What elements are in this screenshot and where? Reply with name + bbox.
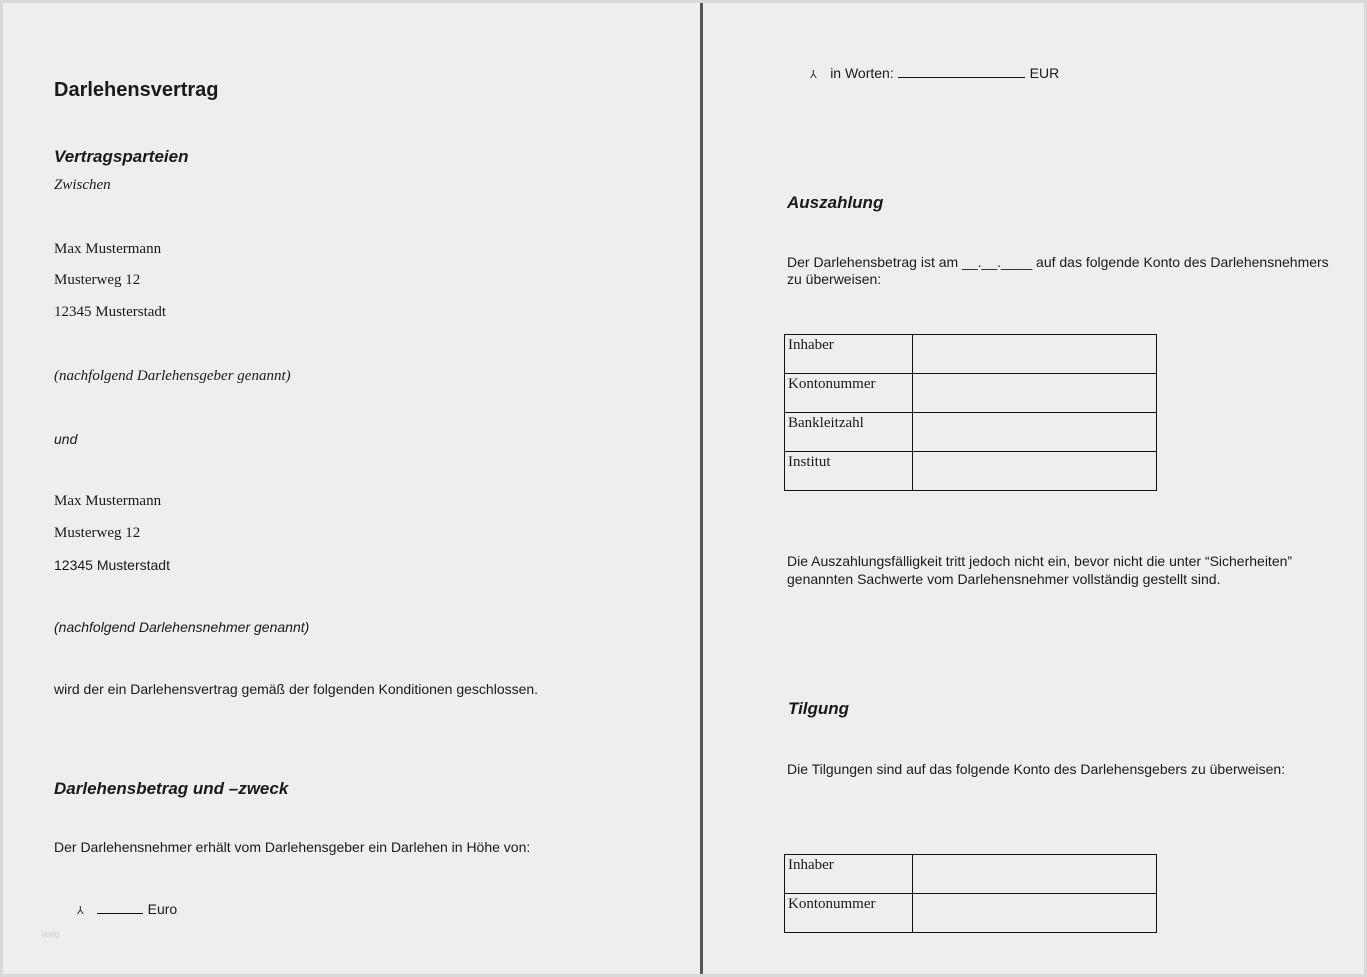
- watermark: Vorlg: [41, 930, 60, 939]
- table-label: Kontonummer: [785, 374, 913, 413]
- bullet-icon: ⅄: [810, 69, 817, 81]
- borrower-role-note: (nachfolgend Darlehensnehmer genannt): [54, 619, 310, 635]
- amount-words-unit: EUR: [1029, 65, 1060, 81]
- lender-name: Max Mustermann: [54, 241, 162, 257]
- page-divider: [700, 3, 703, 974]
- lender-street: Musterweg 12: [54, 272, 141, 288]
- payout-account-table: [784, 334, 1157, 491]
- borrower-street: Musterweg 12: [54, 525, 141, 541]
- table-value-field[interactable]: [913, 413, 1157, 452]
- amount-text: Der Darlehensnehmer erhält vom Darlehensgeber ein Darlehen in Höhe von:: [54, 839, 531, 855]
- borrower-name: Max Mustermann: [54, 493, 162, 509]
- parties-connector: und: [54, 431, 78, 447]
- repayment-account-table: [784, 854, 1157, 933]
- table-value-field[interactable]: [913, 374, 1157, 413]
- table-value-field[interactable]: [913, 452, 1157, 491]
- lender-role-note: (nachfolgend Darlehensgeber genannt): [54, 368, 291, 384]
- lender-city: 12345 Musterstadt: [54, 304, 167, 320]
- repayment-text: Die Tilgungen sind auf das folgende Konto des Darlehensgebers zu überweisen:: [787, 761, 1286, 777]
- table-label: Bankleitzahl: [785, 413, 913, 452]
- parties-intro: Zwischen: [54, 177, 111, 193]
- payout-note: Die Auszahlungsfälligkeit tritt jedoch nicht ein, bevor nicht die unter “Sicherheiten” genannten Sachwerte vom Darlehensnehmer vollständig gestellt sind.: [787, 553, 1293, 587]
- table-row: [785, 335, 1157, 374]
- table-row: [785, 452, 1157, 491]
- table-label: Inhaber: [785, 855, 913, 894]
- table-value-field[interactable]: [913, 894, 1157, 933]
- table-value-field[interactable]: [913, 855, 1157, 894]
- amount-line: [77, 900, 177, 919]
- table-row: [785, 413, 1157, 452]
- table-label: Kontonummer: [785, 894, 913, 933]
- borrower-city: 12345 Musterstadt: [54, 557, 170, 573]
- parties-closing: wird der ein Darlehensvertrag gemäß der folgenden Konditionen geschlossen.: [54, 681, 539, 697]
- table-label: Institut: [785, 452, 913, 491]
- amount-words-blank-field[interactable]: [898, 64, 1025, 78]
- table-value-field[interactable]: [913, 335, 1157, 374]
- document-title: Darlehensvertrag: [54, 79, 219, 101]
- table-label: Inhaber: [785, 335, 913, 374]
- section-heading-parties: Vertragsparteien: [54, 147, 189, 166]
- section-heading-repayment: Tilgung: [788, 699, 850, 718]
- bullet-icon: ⅄: [77, 905, 84, 917]
- table-row: [785, 894, 1157, 933]
- amount-words-line: [810, 64, 1059, 83]
- table-row: [785, 374, 1157, 413]
- amount-words-label: in Worten:: [830, 65, 894, 81]
- amount-unit: Euro: [147, 901, 178, 917]
- section-heading-amount: Darlehensbetrag und –zweck: [54, 779, 289, 798]
- document-spread: [3, 3, 1364, 974]
- table-row: [785, 855, 1157, 894]
- amount-blank-field[interactable]: [97, 900, 143, 914]
- section-heading-payout: Auszahlung: [787, 193, 884, 212]
- payout-text: Der Darlehensbetrag ist am __.__.____ auf das folgende Konto des Darlehensnehmers zu überweisen:: [787, 254, 1329, 287]
